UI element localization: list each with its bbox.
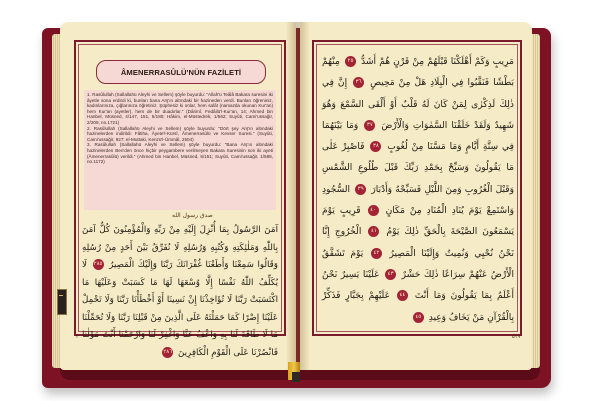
info-paragraph: 2. Rasûlullah (Sallallahü Aleyhi ve Sellem) şöyle buyurdu: "Dört şey Arş'ın altındaki hazinelerden indirildi: Fâtiha, Âyete'l-Kürsî, Âmenerrasûlü ve Kevser Suresi." (Suyûti, Cami'ussağir, 927; el-Muttaki, Kenzü'l-Ümmâl, 2504) [87, 125, 273, 142]
arabic-line: يَوْمَ تَشَقَّقُ الْأَرْضُ عَنْهُمْ سِرَاعًا ذٰلِكَ حَشْرٌ [322, 248, 514, 280]
arabic-line: وَهُوَ شَهِيدٌ وَلَقَدْ خَلَقْنَا السَّمٰوَاتِ وَالْأَرْضَ [322, 99, 514, 131]
section-title: ÂMENERRASÛLÜ'NÜN FAZİLETİ [120, 67, 242, 77]
ayah-marker: ٣٨ [370, 141, 381, 152]
calligraphy-line: صدق رسول الله [172, 212, 213, 219]
ayah-marker: ٤٤ [397, 290, 408, 301]
arabic-line: مَا اكْتَسَبَتْ رَبَّنَا لَا تُؤَاخِذْنَا إِنْ نَسِينَا أَوْ أَخْطَأْنَا رَبَّنَا [82, 277, 279, 305]
arabic-line: وَمَا بَيْنَهُمَا فِي سِتَّةِ أَيَّامٍ وَمَا مَسَّنَا مِنْ لُغُوبٍ [322, 120, 514, 153]
ayah-marker: ٤٥ [413, 312, 424, 323]
left-page-number: ٢ [76, 334, 79, 340]
ayah-marker: ٣٦ [353, 77, 364, 88]
arabic-line: وَارْحَمْنَا أَنْتَ مَوْلٰنَا فَانْصُرْنَا عَلَى الْقَوْمِ الْكَافِرِينَ [82, 330, 278, 358]
arabic-line: لَا يُكَلِّفُ اللّٰهُ نَفْسًا إِلَّا وُسْعَهَا لَهَا مَا كَسَبَتْ وَعَلَيْهَا [82, 260, 278, 288]
ayah-marker: ٤١ [368, 226, 379, 237]
book-gutter [286, 22, 310, 370]
arabic-line: فَاصْبِرْ عَلٰى مَا يَقُولُونَ وَسَبِّحْ بِحَمْدِ رَبِّكَ قَبْلَ طُلُوعِ [322, 142, 514, 174]
info-paragraph: 3. Rasûlullah (Sallallahü Aleyhi ve Sellem) şöyle buyurdu: "Bana Arş'ın altındaki hazinelerden Ben'den önce hiçbir peygambere verilmeyen Bakara Suresinin son iki ayeti (Âmenerrasûlü) verildi." (Ahmed bin Hanbel, Müsned, 5/151; Suyûti, Cami'ussağir, 1/588, no.1172) [87, 142, 273, 165]
arabic-line: مَرِيبٍ وَكَمْ أَهْلَكْنَا قَبْلَهُمْ مِنْ قَرْنٍ هُمْ أَشَدُّ [361, 57, 514, 67]
ayah-marker: ٤٣ [385, 269, 396, 280]
bookmark-tab [57, 289, 67, 315]
arabic-line: بِاللّٰهِ وَمَلٰئِكَتِهِ وَكُتُبِهِ وَرُسُلِهِ لَا نُفَرِّقُ بَيْنَ أَحَدٍ مِنْ رُسُلِهِ [82, 242, 278, 253]
arabic-line: عَلَيْهِمْ بِجَبَّارٍ فَذَكِّرْ بِالْقُرْآنِ مَنْ يَخَافُ وَعِيدِ [322, 291, 514, 323]
arabic-line: عَلَيْنَا يَسِيرٌ نَحْنُ أَعْلَمُ بِمَا يَقُولُونَ وَمَا أَنْتَ [322, 269, 514, 302]
ayah-marker: ٣٩ [355, 184, 366, 195]
ayah-marker: ٢٨٥ [93, 259, 104, 270]
virtue-info-block [84, 90, 276, 210]
info-paragraph: 1. Rasûlullah (Sallallahü Aleyhi ve Sellem) şöyle buyurdu: "Allah'ü Teâlâ Bakara suresini iki âyetle sona erdirdi ki, bunları bana Arş'ın altındaki bir hazineden verdi. Bunları öğreniniz, kadınlarınıza, çığlarınıza öğretiniz. Şüphesiz ki onlar, hem salât (namazda okunan Kur'an) hem Kur'an (ayetler), hem de bir duadırlar." (Dârimî, Fedâilü'l-Kur'an, 14; Ahmed bin Hanbel, Müsned, 4/147, 151, 5/180; Hâkim, el-Müstedrek, 1/562; Suyûti, Cami'ussağir, 2/209, no.1721) [87, 92, 273, 125]
arabic-line: قَرِيبٍ يَوْمَ يَسْمَعُونَ الصَّيْحَةَ بِالْحَقِّ ذٰلِكَ يَوْمُ [322, 206, 514, 238]
arabic-line: الشَّمْسِ وَقَبْلَ الْغُرُوبِ وَمِنَ اللَّيْلِ فَسَبِّحْهُ وَأَدْبَارَ [322, 163, 514, 195]
ayah-marker: ٤٢ [371, 248, 382, 259]
ayah-marker: ٣٧ [364, 120, 375, 131]
left-arabic-text [82, 222, 279, 358]
ribbon-marker-dark [292, 372, 300, 382]
arabic-line: وَقَالُوا سَمِعْنَا وَأَطَعْنَا غُفْرَانَكَ رَبَّنَا وَإِلَيْكَ الْمَصِيرُ [109, 260, 278, 270]
bookmark-tab-stripe [59, 295, 63, 296]
ayah-marker: ٤٠ [368, 205, 379, 216]
arabic-line: السُّجُودِ وَاسْتَمِعْ يَوْمَ يُنَادِ الْمُنَادِ مِنْ مَكَانٍ [322, 184, 514, 217]
arabic-line: الْخُرُوجِ إِنَّا نَحْنُ نُحْيِي وَنُمِيتُ وَإِلَيْنَا الْمَصِيرُ [322, 227, 514, 259]
ayah-marker: ٢٥ [345, 56, 356, 67]
arabic-line: آمَنَ الرَّسُولُ بِمَا أُنْزِلَ إِلَيْهِ مِنْ رَبِّهِ وَالْمُؤْمِنُونَ كُلٌّ آمَنَ [82, 225, 278, 235]
right-page-number: ٥١٩ [512, 334, 521, 340]
arabic-line: إِنَّ فِي ذٰلِكَ لَذِكْرٰى لِمَنْ كَانَ لَهُ قَلْبٌ أَوْ أَلْقَى السَّمْعَ [322, 78, 514, 110]
arabic-line: وَلَا تَحْمِلْ عَلَيْنَا إِصْرًا كَمَا حَمَلْتَهُ عَلَى الَّذِينَ مِنْ قَبْلِنَا [82, 295, 278, 323]
arabic-line: رَبَّنَا وَلَا تُحَمِّلْنَا مَا لَا طَاقَةَ لَنَا بِهِ وَاعْفُ عَنَّا وَاغْفِرْ لَنَا [82, 312, 278, 340]
ayah-marker: ٢٨٦ [162, 347, 173, 358]
right-arabic-text [322, 52, 514, 330]
arabic-line: مِنْهُمْ بَطْشًا فَنَقَّبُوا فِي الْبِلَادِ هَلْ مِنْ مَحِيصٍ [322, 57, 514, 89]
section-title-box [96, 60, 266, 84]
